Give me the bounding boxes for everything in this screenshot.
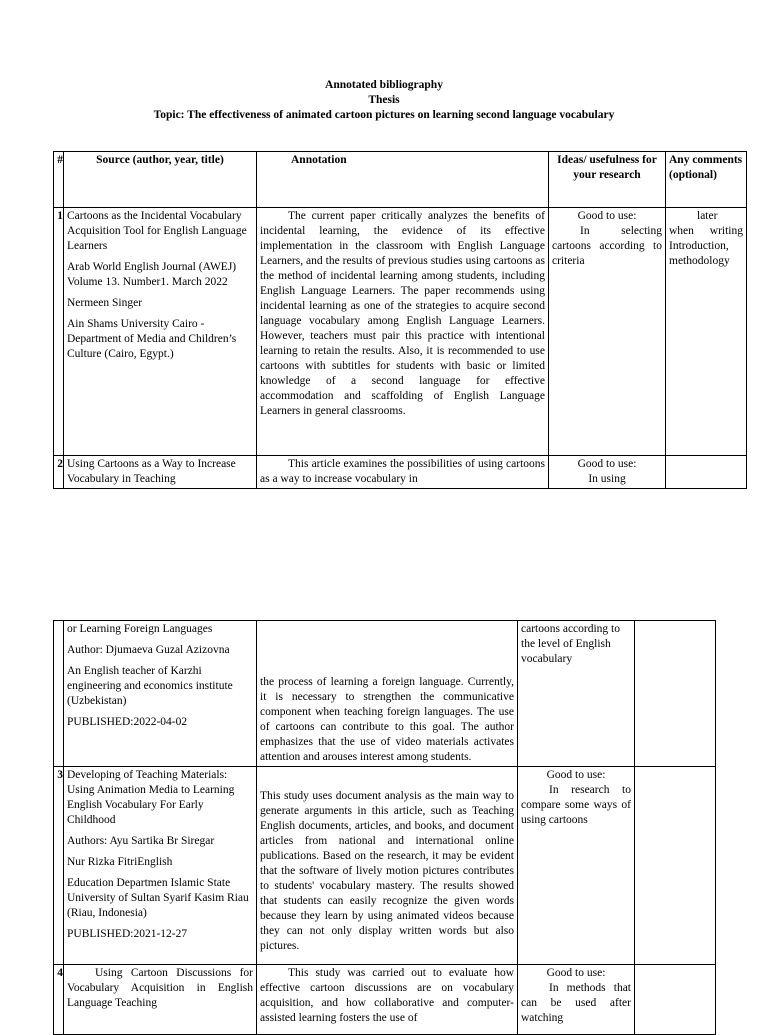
source-published: PUBLISHED:2021-12-27 <box>67 928 188 940</box>
annotation-text: This article examines the possibilities of using cartoons as a way to increase vocabulary in <box>257 456 549 489</box>
header-ideas: Ideas/ usefulness for your research <box>549 152 666 208</box>
entry-number: 2 <box>54 456 64 489</box>
source-author: Author: Djumaeva Guzal Azizovna <box>67 644 230 656</box>
annotation-text: This study uses document analysis as the main way to generate arguments in this article, such as Teaching English documents, articles, and books, and document articles from national and international online publications. Based on the research, it may be evident that the software of lively motion pictures contributes to students' vocabulary mastery. The results showed that students can easily recognize the given words because they learn by using animated videos because they can not only display written words but also pictures. <box>257 767 518 965</box>
document-subtitle: Thesis <box>368 94 400 106</box>
ideas-head: Good to use: <box>546 967 606 979</box>
bibliography-table-page-2 <box>53 620 716 1035</box>
source-affiliation: An English teacher of Karzhi engineering and economics institute (Uzbekistan) <box>67 665 233 707</box>
header-annotation: Annotation <box>257 152 549 208</box>
entry-number: 3 <box>54 767 64 965</box>
document-title: Annotated bibliography <box>325 79 443 91</box>
source-title: Using Cartoons as a Way to Increase Vocabulary in Teaching <box>64 456 257 489</box>
comments-cell <box>666 456 747 489</box>
source-journal: Arab World English Journal (AWEJ) Volume 13. Number1. March 2022 <box>67 261 237 288</box>
annotation-text: This study was carried out to evaluate how effective cartoon discussions are on vocabulary acquisition, and how collaborative and computer-assisted learning fosters the use of <box>257 965 518 1035</box>
entry-number: 4 <box>54 965 64 1035</box>
comments-cell <box>635 965 716 1035</box>
ideas-text: In research to compare some ways of using cartoons <box>521 784 631 826</box>
source-title: Cartoons as the Incidental Vocabulary Acquisition Tool for English Language Learners <box>67 210 247 252</box>
header-source: Source (author, year, title) <box>64 152 257 208</box>
ideas-head: Good to use: <box>546 769 606 781</box>
ideas-head: Good to use: <box>577 458 637 470</box>
table-header-row <box>54 152 747 208</box>
table-row <box>54 621 716 767</box>
ideas-text: In methods that can be used after watching <box>521 982 631 1024</box>
ideas-head: Good to use: <box>577 210 637 222</box>
source-published: PUBLISHED:2022-04-02 <box>67 716 188 728</box>
comments-text: later when writing Introduction, methodology <box>666 208 747 456</box>
annotation-text: The current paper critically analyzes the benefits of incidental learning, the evidence of its effective implementation in the classroom with English Language Learners, and the results of previous studies using cartoons as the method of incidental learning among students, including English Language Learners. The paper recommends using incidental learning as one of the strategies to acquire second language vocabulary among English Language Learners. However, teachers must pair this practice with intentional learning to retain the results. Also, it is recommended to use cartoons with subtitles for students with basic or limited knowledge of a second language for effective accommodation and scaffolding of English Language Learners in general classrooms. <box>257 208 549 456</box>
bibliography-table-page-1 <box>53 151 747 489</box>
annotation-text: the process of learning a foreign language. Currently, it is necessary to strengthen the communicative component when teaching foreign languages. The use of cartoons can contribute to this goal. The author emphasizes that the use of video materials activates attention and arouses interest among students. <box>257 621 518 767</box>
source-author: Authors: Ayu Sartika Br Siregar <box>67 835 215 847</box>
ideas-text: cartoons according to the level of English vocabulary <box>518 621 635 767</box>
source-affiliation: Ain Shams University Cairo - Department of Media and Children’s Culture (Cairo, Egypt.) <box>67 318 237 360</box>
table-row <box>54 965 716 1035</box>
document-topic: Topic: The effectiveness of animated cartoon pictures on learning second language vocabulary <box>153 109 615 121</box>
comments-cell <box>635 767 716 965</box>
ideas-text: In selecting cartoons according to criteria <box>552 225 662 267</box>
comments-cell <box>635 621 716 767</box>
entry-number-cell <box>54 621 64 767</box>
document-header <box>0 78 768 123</box>
source-author-2: Nur Rizka FitriEnglish <box>67 856 173 868</box>
source-title: Using Cartoon Discussions for Vocabulary Acquisition in English Language Teaching <box>64 965 257 1035</box>
source-title: Developing of Teaching Materials: Using Animation Media to Learning English Vocabulary For Early Childhood <box>67 769 235 826</box>
entry-number: 1 <box>54 208 64 456</box>
table-row <box>54 767 716 965</box>
source-author: Nermeen Singer <box>67 297 143 309</box>
table-row <box>54 208 747 456</box>
header-num: # <box>54 152 64 208</box>
source-title-cont: or Learning Foreign Languages <box>67 623 213 635</box>
table-row <box>54 456 747 489</box>
header-comments: Any comments (optional) <box>666 152 747 208</box>
ideas-text: In using <box>588 473 626 485</box>
source-affiliation: Education Departmen Islamic State University of Sultan Syarif Kasim Riau (Riau, Indonesia) <box>67 877 249 919</box>
